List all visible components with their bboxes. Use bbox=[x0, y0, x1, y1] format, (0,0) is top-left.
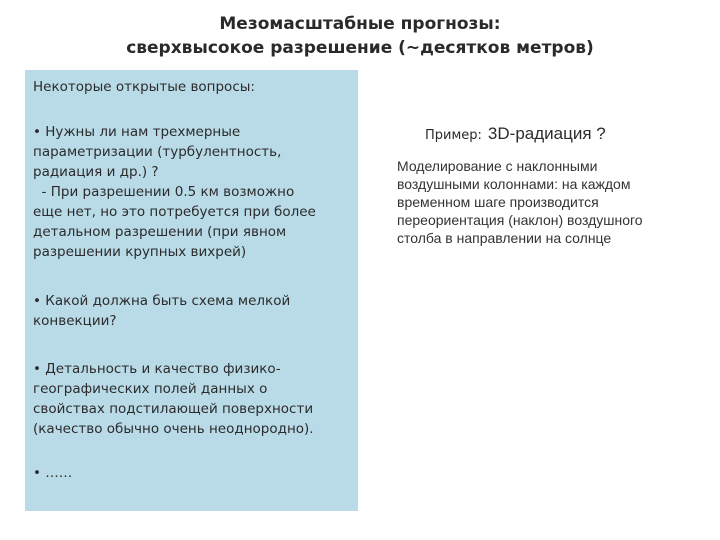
example-description-line: переориентация (наклон) воздушного bbox=[397, 212, 643, 228]
slide-title-line-1: Мезомасштабные прогнозы: bbox=[219, 14, 501, 34]
question-line: • Какой должна быть схема мелкой bbox=[33, 293, 291, 309]
question-line: географических полей данных о bbox=[33, 381, 268, 397]
example-description bbox=[397, 157, 643, 247]
example-description-line: воздушными колоннами: на каждом bbox=[397, 176, 631, 192]
question-item-shallow-convection bbox=[33, 291, 290, 331]
example-description-line: столба в направлении на солнце bbox=[397, 230, 612, 246]
slide-title bbox=[0, 12, 720, 60]
question-item-3d-parametrization bbox=[33, 122, 316, 262]
question-item-ellipsis bbox=[33, 463, 72, 483]
question-line: - При разрешении 0.5 км возможно bbox=[33, 184, 295, 200]
question-line: разрешении крупных вихрей) bbox=[33, 244, 247, 260]
example-description-line: временном шаге производится bbox=[397, 194, 599, 210]
question-line: • Нужны ли нам трехмерные bbox=[33, 124, 241, 140]
question-item-surface-data-quality bbox=[33, 359, 314, 439]
slide-title-line-2: сверхвысокое разрешение (~десятков метров) bbox=[126, 38, 594, 58]
question-line: конвекции? bbox=[33, 313, 117, 329]
question-line: • Детальность и качество физико- bbox=[33, 361, 281, 377]
question-line: радиация и др.) ? bbox=[33, 164, 159, 180]
example-heading bbox=[425, 124, 606, 144]
open-questions-heading: Некоторые открытые вопросы: bbox=[33, 79, 255, 95]
open-questions-panel bbox=[25, 70, 358, 511]
question-line: • …… bbox=[33, 465, 73, 481]
question-line: детальном разрешении (при явном bbox=[33, 224, 287, 240]
example-label: Пример: bbox=[425, 128, 482, 143]
question-line: (качество обычно очень неоднородно). bbox=[33, 421, 314, 437]
question-line: параметризации (турбулентность, bbox=[33, 144, 282, 160]
question-line: свойствах подстилающей поверхности bbox=[33, 401, 314, 417]
question-line: еще нет, но это потребуется при более bbox=[33, 204, 316, 220]
example-value: 3D-радиация ? bbox=[487, 124, 606, 143]
example-description-line: Моделирование с наклонными bbox=[397, 158, 598, 174]
